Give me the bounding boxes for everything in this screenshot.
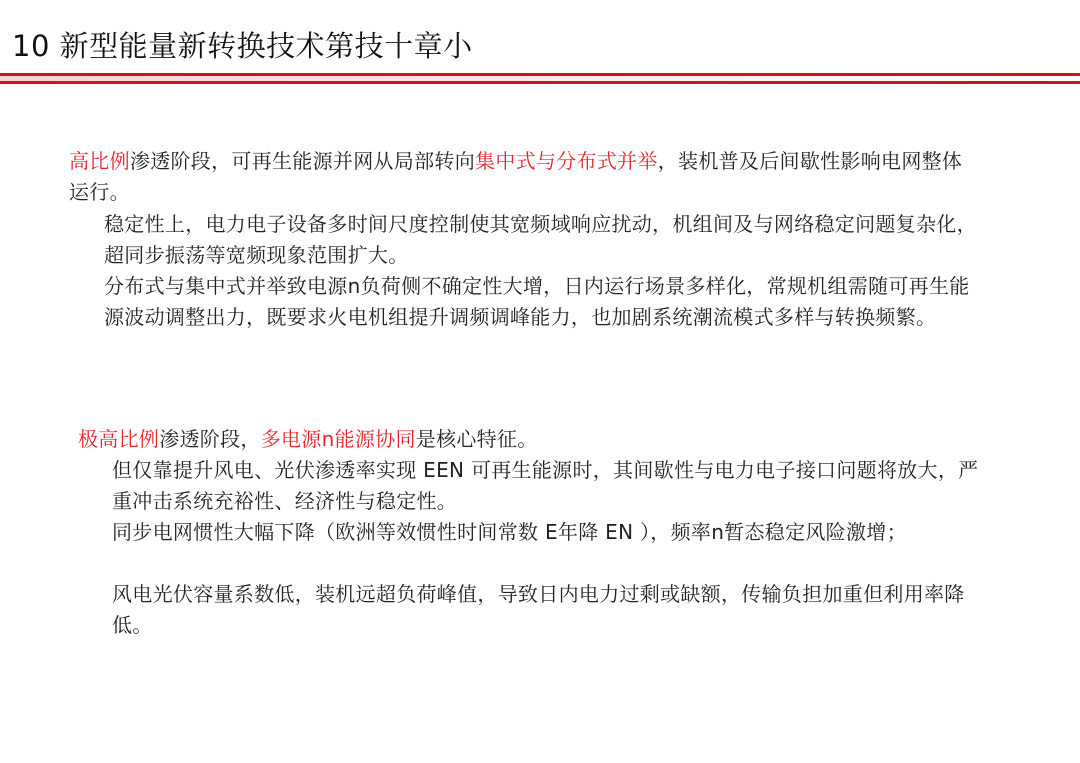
section2-text-1: 渗透阶段， (159, 427, 261, 451)
section2-text-2: 是核心特征。 (415, 427, 538, 451)
section2-highlight-1: 极高比例 (78, 427, 160, 451)
section1-bullet-stability: 稳定性上，电力电子设备多时间尺度控制使其宽频域响应扰动，机组间及与网络稳定问题复杂化，超同步振荡等宽频现象范围扩大。 (104, 212, 977, 267)
section2-highlight-2: 多电源n能源协同 (260, 427, 416, 451)
section2-bullet-penetration: 但仅靠提升风电、光伏渗透率实现 EEN 可再生能源时，其间歇性与电力电子接口问题将放大，严重冲击系统充裕性、经济性与稳定性。 (112, 458, 979, 513)
title-rule-bottom (0, 81, 1080, 84)
section1-text-2: ，装机普及后间歇性影响电网整体运行。 (69, 149, 963, 204)
section1-lead (69, 146, 979, 208)
section1-bullet-uncertainty: 分布式与集中式并举致电源n负荷侧不确定性大增，日内运行场景多样化，常规机组需随可再生能源波动调整出力，既要求火电机组提升调频调峰能力，也加剧系统潮流模式多样与转换频繁。 (104, 274, 970, 329)
section1-text-1: 渗透阶段，可再生能源并网从局部转向 (129, 149, 476, 173)
page-title: 10 新型能量新转换技术第技十章小 (12, 29, 473, 63)
section2-lead (78, 424, 978, 455)
section1-highlight-1: 高比例 (69, 149, 130, 173)
section1-highlight-2: 集中式与分布式并举 (475, 149, 658, 173)
section2-bullet-capacity: 风电光伏容量系数低，装机远超负荷峰值，导致日内电力过剩或缺额，传输负担加重但利用率降低。 (112, 582, 965, 637)
section2-bullet-inertia: 同步电网惯性大幅下降（欧洲等效惯性时间常数 E年降 EN ），频率n暂态稳定风险激增； (112, 520, 907, 544)
